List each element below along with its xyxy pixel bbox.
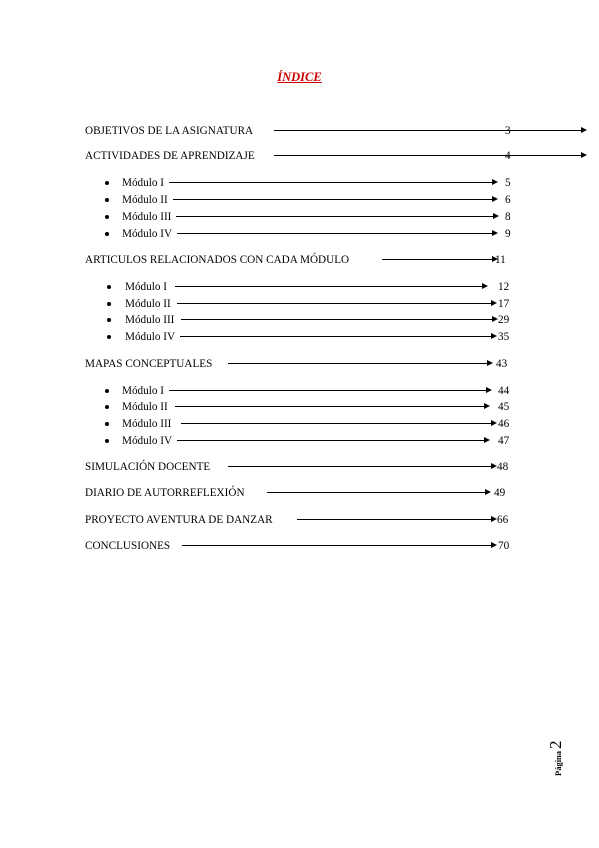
toc-entry-label: Módulo I	[125, 281, 167, 293]
page-footer	[546, 726, 570, 776]
toc-subentry-art-modulo-1[interactable]	[85, 279, 515, 295]
toc-entry-label: Módulo I	[122, 177, 164, 189]
toc-subentry-map-modulo-3[interactable]	[85, 416, 515, 432]
toc-subentry-art-modulo-3[interactable]	[85, 312, 515, 328]
page-word: Página	[553, 750, 563, 776]
toc-entry-label: PROYECTO AVENTURA DE DANZAR	[85, 514, 273, 526]
toc-page-number: 43	[496, 358, 508, 370]
arrow-leader-icon	[169, 390, 490, 391]
toc-subentry-art-modulo-4[interactable]	[85, 329, 515, 345]
toc-entry-label: Módulo IV	[122, 435, 173, 447]
toc-entry-simulacion[interactable]	[85, 459, 515, 475]
toc-subentry-act-modulo-3[interactable]	[85, 209, 515, 225]
toc-page-number: 45	[498, 401, 510, 413]
toc-subentry-art-modulo-2[interactable]	[85, 296, 515, 312]
arrow-leader-icon	[173, 199, 496, 200]
toc-page-number: 6	[505, 194, 511, 206]
toc-subentry-map-modulo-2[interactable]	[85, 399, 515, 415]
bullet-icon	[105, 422, 109, 426]
toc-entry-label: Módulo III	[122, 211, 172, 223]
toc-entry-articulos[interactable]	[85, 252, 515, 268]
toc-entry-mapas[interactable]	[85, 356, 515, 372]
toc-page-number: 17	[498, 298, 510, 310]
toc-entry-label: Módulo III	[125, 314, 175, 326]
toc-entry-label: DIARIO DE AUTORREFLEXIÓN	[85, 487, 245, 499]
toc-entry-label: OBJETIVOS DE LA ASIGNATURA	[85, 125, 254, 137]
toc-page-number: 49	[494, 487, 506, 499]
arrow-leader-icon	[177, 233, 496, 234]
toc-subentry-map-modulo-4[interactable]	[85, 433, 515, 449]
bullet-icon	[105, 405, 109, 409]
toc-entry-conclusiones[interactable]	[85, 538, 515, 554]
toc-subentry-act-modulo-1[interactable]	[85, 175, 515, 191]
toc-entry-objetivos[interactable]	[85, 123, 515, 139]
bullet-icon	[105, 232, 109, 236]
arrow-leader-icon	[297, 519, 495, 520]
arrow-leader-icon	[177, 440, 488, 441]
bullet-icon	[107, 318, 111, 322]
toc-page-number: 44	[498, 385, 510, 397]
toc-subentry-act-modulo-4[interactable]	[85, 226, 515, 242]
toc-page-number: 4	[505, 150, 511, 162]
toc-entry-label: CONCLUSIONES	[85, 540, 171, 552]
arrow-leader-icon	[382, 259, 496, 260]
arrow-leader-icon	[228, 363, 491, 364]
arrow-leader-icon	[182, 545, 495, 546]
toc-entry-label: Módulo II	[122, 194, 168, 206]
toc-entry-label: Módulo III	[122, 418, 172, 430]
toc-entry-label: MAPAS CONCEPTUALES	[85, 358, 213, 370]
page-number: 2	[546, 740, 565, 749]
bullet-icon	[107, 285, 111, 289]
bullet-icon	[107, 302, 111, 306]
page-footer-text	[546, 740, 566, 776]
toc-entry-label: ACTIVIDADES DE APRENDIZAJE	[85, 150, 255, 162]
toc-page-number: 70	[498, 540, 510, 552]
toc-subentry-act-modulo-2[interactable]	[85, 192, 515, 208]
toc-page-number: 35	[498, 331, 510, 343]
arrow-leader-icon	[274, 155, 585, 156]
arrow-leader-icon	[175, 286, 486, 287]
toc-page-number: 8	[505, 211, 511, 223]
toc-entry-label: Módulo IV	[122, 228, 173, 240]
toc-page-number: 47	[498, 435, 510, 447]
toc-entry-label: Módulo IV	[125, 331, 176, 343]
bullet-icon	[105, 215, 109, 219]
arrow-leader-icon	[175, 406, 488, 407]
arrow-leader-icon	[180, 336, 495, 337]
toc-page-number: 66	[497, 514, 509, 526]
toc-page-number: 9	[505, 228, 511, 240]
toc-entry-label: Módulo II	[122, 401, 168, 413]
bullet-icon	[105, 389, 109, 393]
arrow-leader-icon	[176, 216, 497, 217]
toc-page-number: 29	[498, 314, 510, 326]
bullet-icon	[105, 439, 109, 443]
toc-page-number: 46	[498, 418, 510, 430]
bullet-icon	[105, 181, 109, 185]
arrow-leader-icon	[177, 303, 495, 304]
toc-page-number: 48	[497, 461, 509, 473]
arrow-leader-icon	[169, 182, 496, 183]
arrow-leader-icon	[181, 319, 496, 320]
arrow-leader-icon	[228, 466, 495, 467]
toc-entry-label: Módulo I	[122, 385, 164, 397]
toc-entry-label: Módulo II	[125, 298, 171, 310]
toc-page-number: 5	[505, 177, 511, 189]
toc-entry-proyecto[interactable]	[85, 512, 515, 528]
arrow-leader-icon	[274, 130, 585, 131]
toc-page-number: 3	[505, 125, 511, 137]
arrow-leader-icon	[267, 492, 489, 493]
toc-page-number: 12	[498, 281, 510, 293]
toc-entry-actividades[interactable]	[85, 148, 515, 164]
toc-entry-label: SIMULACIÓN DOCENTE	[85, 461, 211, 473]
index-title: ÍNDICE	[277, 70, 322, 84]
toc-subentry-map-modulo-1[interactable]	[85, 383, 515, 399]
toc-entry-label: ARTICULOS RELACIONADOS CON CADA MÓDULO	[85, 254, 350, 266]
toc-page-number: 11	[495, 254, 506, 266]
bullet-icon	[105, 198, 109, 202]
arrow-leader-icon	[181, 423, 495, 424]
toc-entry-diario[interactable]	[85, 485, 515, 501]
bullet-icon	[107, 335, 111, 339]
